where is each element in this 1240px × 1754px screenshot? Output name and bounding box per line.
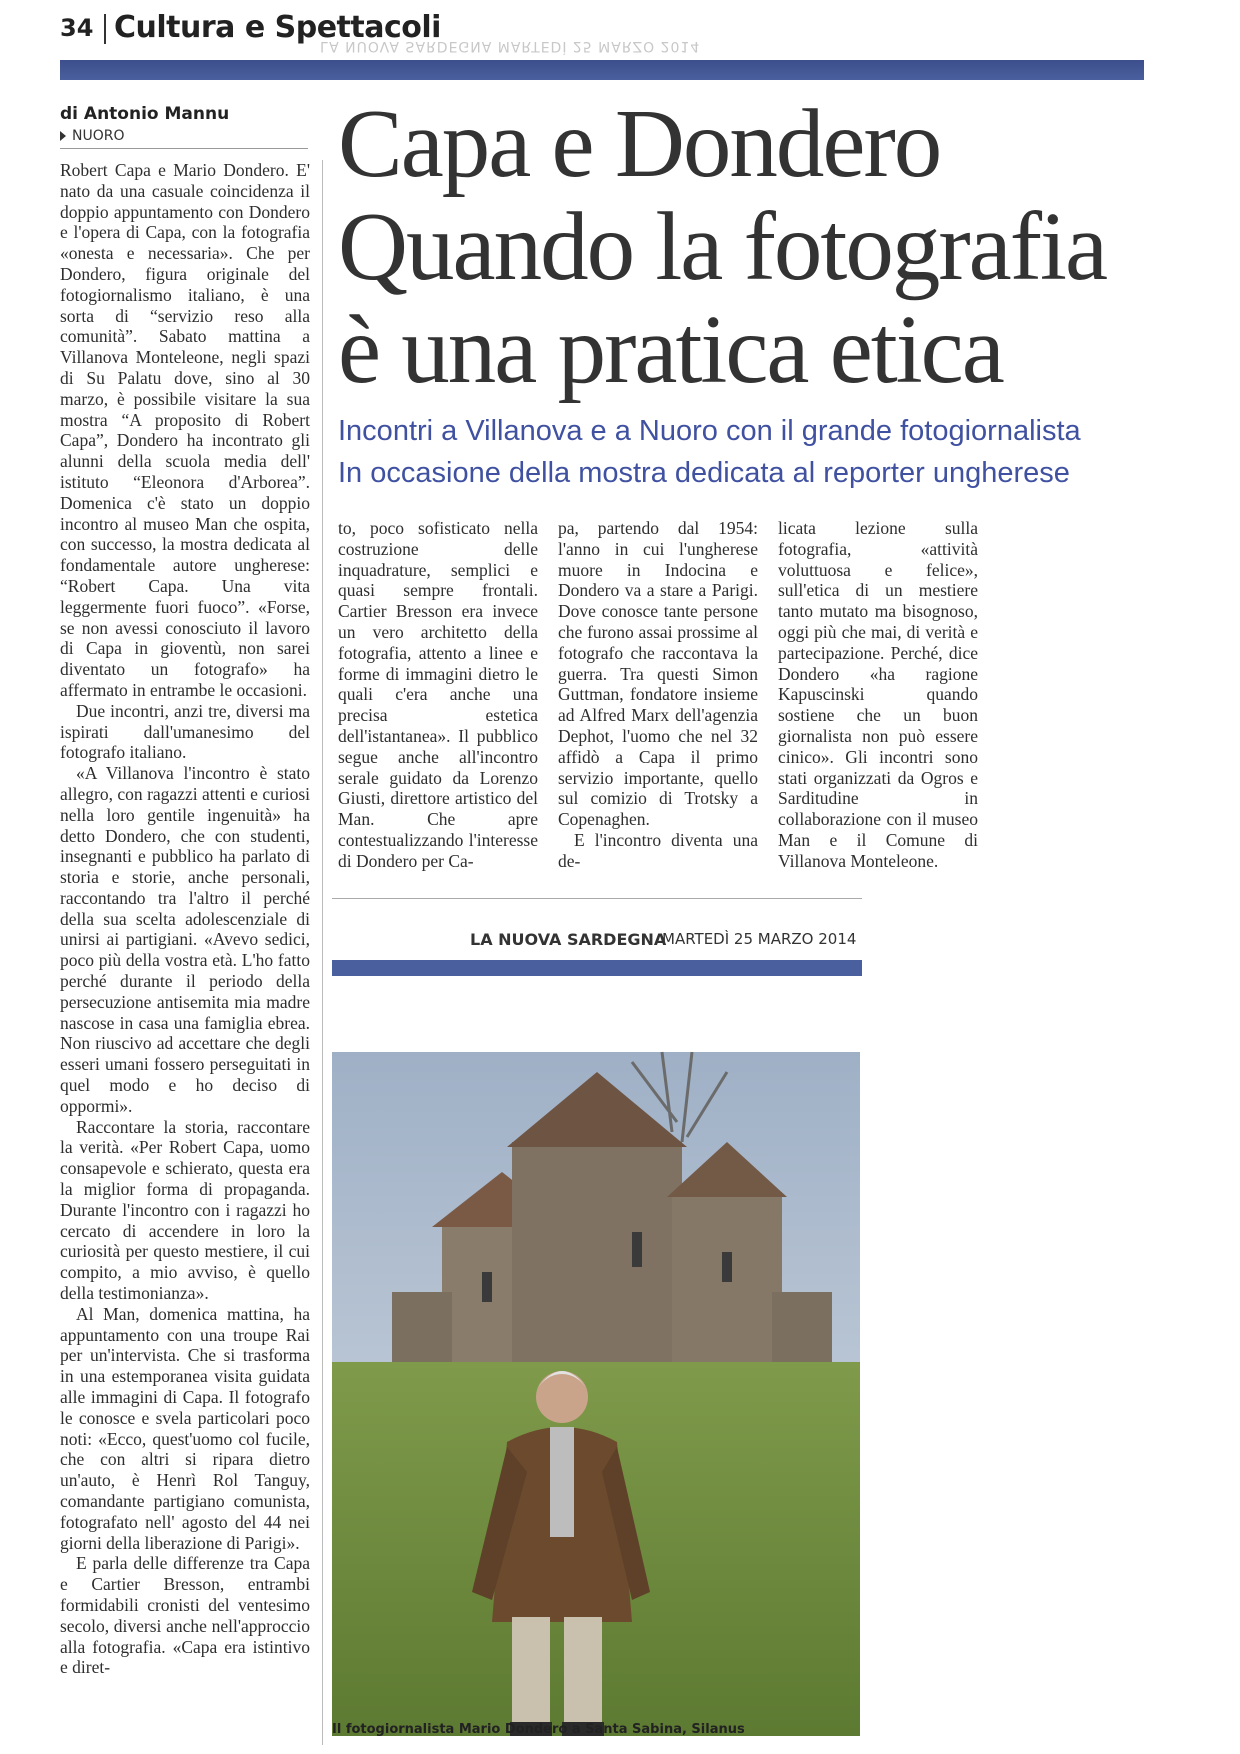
paragraph: Al Man, domenica mattina, ha appuntamento con una troupe Rai per un'intervista. Che si trasforma in una estemporanea visita guidata alle immagini di Capa. Il fotografo le conosce e svela particolari poco noti: «Ecco, quest'uomo col fucile, che con altri si ripara dietro un'auto, è Henrì Rol Tanguy, comandante partigiano comunista, fotografato nell' agosto del 44 nei giorni della liberazione di Parigi». (60, 1303, 310, 1553)
bleed-through-text: LA NUOVA SARDEGNA MARTEDÌ 25 MARZO 2014 (320, 38, 701, 54)
insert-rule (332, 898, 862, 899)
header-color-bar (60, 60, 1144, 80)
deck-line: Incontri a Villanova e a Nuoro con il grande fotogiornalista (338, 415, 1081, 447)
byline-author: di Antonio Mannu (60, 104, 230, 124)
body-column-2 (338, 518, 538, 871)
photo-illustration (332, 1052, 860, 1736)
paragraph: E l'incontro diventa una de- (558, 829, 758, 871)
section-title: Cultura e Spettacoli (114, 10, 441, 45)
body-column-1 (60, 160, 310, 1735)
insert-publication: LA NUOVA SARDEGNA (470, 930, 667, 949)
paragraph: «A Villanova l'incontro è stato allegro, con ragazzi attenti e curiosi nella loro gentile ingenuità» ha detto Dondero, che con studenti, insegnanti e pubblico ha parlato di storia e storie, anche personali, raccontando tra l'altro il perché della sua scelta adolescenziale di unirsi ai partigiani. «Avevo sedici, poco più della vostra età. L'ho fatto perché durante il periodo della persecuzione antisemita mia madre nascose in casa una famiglia ebrea. Non riuscivo ad accettare che degli esseri umani fossero perseguitati in quel modo e ho deciso di oppormi». (60, 763, 310, 1116)
paragraph: E parla delle differenze tra Capa e Cartier Bresson, entrambi formidabili cronisti del ventesimo secolo, diversi anche nell'approccio alla fotografia. «Capa era istintivo e diret- (60, 1553, 310, 1678)
paragraph: Robert Capa e Mario Dondero. E' nato da una casuale coincidenza il doppio appuntamento con Dondero e l'opera di Capa, con la fotografia «onesta e necessaria». Che per Dondero, figura originale del fotogiornalismo italiano, è una sorta di “servizio reso alla comunità”. Sabato mattina a Villanova Monteleone, negli spazi di Su Palatu dove, sino al 30 marzo, è possibile visitare la sua mostra “A proposito di Robert Capa”, Dondero ha incontrato gli alunni della scuola media dell' istituto “Eleonora d'Arborea”. Domenica c'è stato un doppio incontro al museo Man che ospita, con successo, la mostra dedicata al fondamentale autore ungherese: “Robert Capa. Una vita leggermente fuori fuoco”. «Forse, se non avessi conosciuto il lavoro di Capa in gioventù, non sarei diventato un fotografo» ha affermato in entrambe le occasioni. (60, 160, 310, 700)
headline-line: Capa e Dondero (338, 90, 941, 197)
dateline-place: NUORO (72, 128, 125, 144)
body-column-3 (558, 518, 758, 871)
paragraph: Due incontri, anzi tre, diversi ma ispirati dall'umanesimo del fotografo italiano. (60, 700, 310, 763)
triangle-marker-icon (60, 131, 66, 141)
dateline (60, 128, 125, 144)
headline-line: è una pratica etica (338, 296, 1003, 403)
paragraph: Raccontare la storia, raccontare la verità. «Per Robert Capa, uomo consapevole e schierato, questa era la miglior forma di propaganda. Durante l'incontro con i ragazzi ho cercato di accendere in loro la curiosità per questo mestiere, il cui compito, a mio avviso, è quello della testimonianza». (60, 1116, 310, 1304)
paragraph: pa, partendo dal 1954: l'anno in cui l'ungherese muore in Indocina e Dondero va a stare a Parigi. Dove conosce tante persone che furono assai prossime al fotografo che raccontava la guerra. Tra questi Simon Guttman, fondatore insieme ad Alfred Marx dell'agenzia Dephot, l'uomo che nel 32 affidò a Capa il primo servizio importante, quello sul comizio di Trotsky a Copenaghen. (558, 518, 758, 830)
insert-color-bar (332, 960, 862, 976)
byline-rule (60, 148, 308, 149)
deck-line: In occasione della mostra dedicata al reporter ungherese (338, 457, 1070, 489)
insert-date: MARTEDÌ 25 MARZO 2014 (662, 930, 857, 948)
photo (332, 1052, 860, 1736)
header-divider (104, 14, 106, 44)
headline (338, 92, 1158, 401)
column-rule (322, 160, 323, 1745)
page-number: 34 (60, 14, 94, 42)
photo-caption: Il fotogiornalista Mario Dondero a Santa Sabina, Silanus (332, 1722, 745, 1737)
deck (338, 410, 1158, 494)
body-column-4 (778, 518, 978, 871)
headline-line: Quando la fotografia (338, 193, 1107, 300)
paragraph: licata lezione sulla fotografia, «attività voluttuosa e felice», sull'etica di un mestiere tanto mutato ma bisognoso, oggi più che mai, di verità e partecipazione. Perché, dice Dondero «ha ragione Kapuscinski quando sostiene che un buon giornalista non può essere cinico». Gli incontri sono stati organizzati da Ogros e Sarditudine in collaborazione con il museo Man e il Comune di Villanova Monteleone. (778, 518, 978, 871)
paragraph: to, poco sofisticato nella costruzione delle inquadrature, semplici e quasi sempre frontali. Cartier Bresson era invece un vero architetto della fotografia, attento a linee e forme di immagini dietro le quali c'era anche una precisa estetica dell'istantanea». Il pubblico segue anche all'incontro serale guidato da Lorenzo Giusti, direttore artistico del Man. Che apre contestualizzando l'interesse di Dondero per Ca- (338, 518, 538, 871)
